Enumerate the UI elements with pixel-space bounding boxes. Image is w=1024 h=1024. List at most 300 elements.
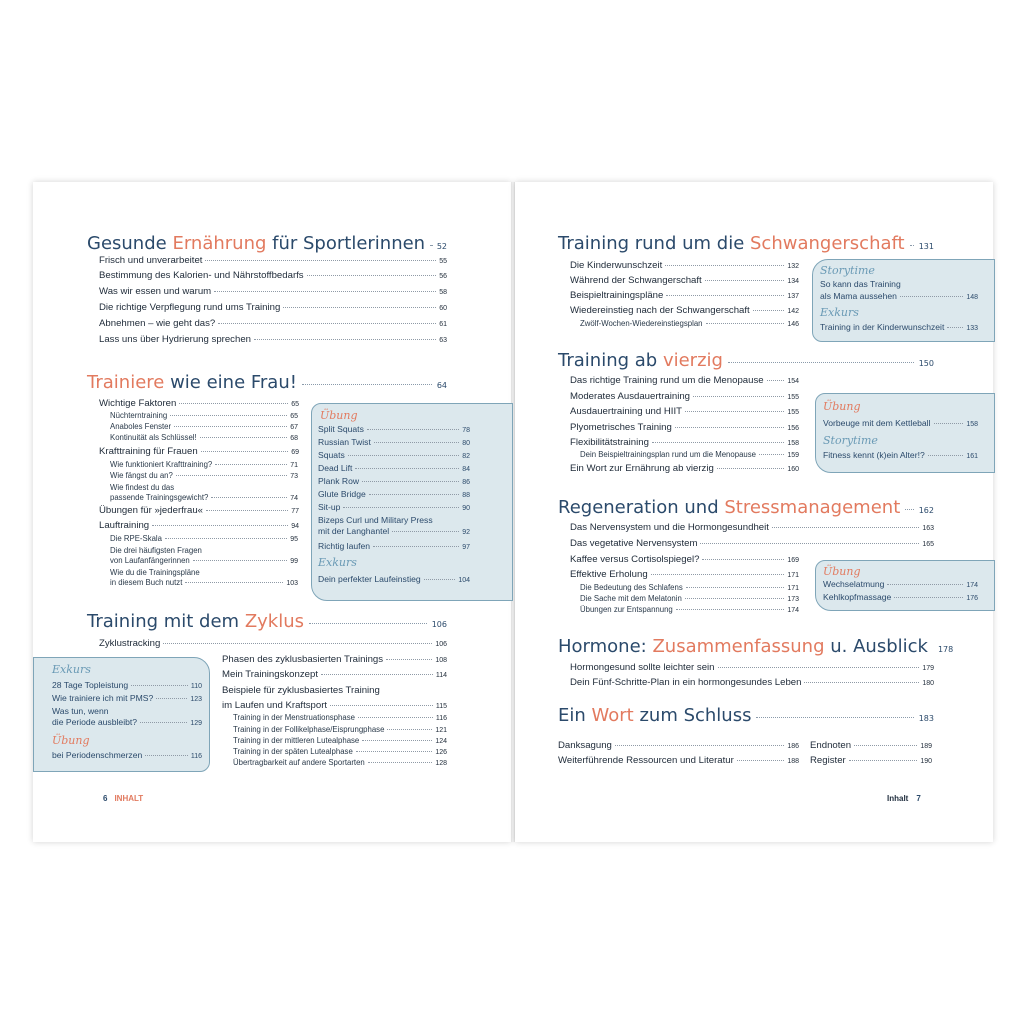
entry-title: Beispieltrainingspläne — [570, 290, 664, 301]
toc-entry[interactable] — [570, 662, 934, 673]
toc-entry[interactable] — [99, 302, 447, 313]
leader-dots — [947, 327, 963, 328]
box-entry[interactable] — [52, 750, 202, 760]
leader-dots — [424, 579, 456, 580]
box-entry[interactable] — [820, 322, 978, 332]
entry-title: Training in der Menstruationsphase — [233, 713, 355, 722]
heading-part: Training ab — [558, 350, 663, 371]
entry-title: Die richtige Verpflegung rund ums Training — [99, 302, 281, 313]
heading-part: Regeneration und — [558, 497, 725, 518]
entry-title: Training in der Kinderwunschzeit — [820, 322, 945, 332]
entry-title: die Periode ausbleibt? — [52, 717, 138, 727]
entry-title: Ausdauertraining und HIIT — [570, 406, 682, 417]
page-number: 178 — [937, 645, 954, 654]
page-number: 188 — [787, 758, 799, 765]
toc-entry[interactable] — [570, 677, 934, 688]
entry-title: passende Trainingsgewicht? — [110, 493, 209, 502]
heading-part: Training mit dem — [87, 611, 245, 632]
toc-entry[interactable] — [110, 460, 298, 469]
page-number: 115 — [435, 703, 447, 710]
page-number: 58 — [439, 289, 447, 296]
toc-entry[interactable] — [110, 578, 298, 587]
toc-entry[interactable] — [222, 654, 447, 665]
entry-title: Weiterführende Ressourcen und Literatur — [558, 755, 734, 766]
toc-entry[interactable] — [99, 446, 299, 457]
entry-title: Dein Fünf-Schritte-Plan in ein hormongesundes Leben — [570, 677, 802, 688]
entry-title: Beispiele für zyklusbasiertes Training — [222, 685, 380, 696]
box-entry[interactable] — [823, 450, 978, 460]
page-number: 92 — [462, 529, 470, 536]
page-number: 189 — [920, 743, 932, 750]
toc-entry[interactable] — [99, 286, 447, 297]
leader-dots — [254, 339, 436, 340]
box-entry[interactable] — [318, 526, 470, 536]
entry-title: So kann das Training — [820, 279, 901, 289]
entry-title: Was tun, wenn — [52, 706, 109, 716]
leader-dots — [369, 494, 459, 495]
entry-title: Wie trainiere ich mit PMS? — [52, 693, 154, 703]
toc-entry[interactable] — [580, 319, 799, 328]
page-footer — [887, 794, 921, 803]
toc-entry[interactable] — [99, 255, 447, 266]
entry-title: Kontinuität als Schlüssel! — [110, 433, 197, 442]
heading-part: u. Ausblick — [824, 636, 928, 657]
sidebar-box — [311, 403, 513, 601]
box-entry[interactable] — [823, 418, 978, 428]
leader-dots — [717, 468, 785, 469]
page-number: 56 — [439, 273, 447, 280]
entry-title: Die Bedeutung des Schlafens — [580, 583, 683, 592]
entry-title: Training in der mittleren Lutealphase — [233, 736, 360, 745]
entry-title: Wechselatmung — [823, 579, 885, 589]
toc-entry[interactable] — [222, 669, 447, 680]
entry-title: Endnoten — [810, 740, 852, 751]
toc-entry[interactable] — [810, 755, 932, 766]
page-number: 132 — [787, 263, 799, 270]
page-number: 65 — [290, 413, 298, 420]
entry-title: Lauftraining — [99, 520, 150, 531]
page-number: 82 — [462, 453, 470, 460]
section-heading[interactable] — [558, 350, 934, 371]
heading-part: Zyklus — [244, 611, 305, 632]
page-number: 7 — [916, 794, 921, 803]
entry-title: 28 Tage Topleistung — [52, 680, 129, 690]
box-entry[interactable] — [823, 592, 978, 602]
toc-entry[interactable] — [570, 290, 799, 301]
box-entry[interactable] — [318, 450, 470, 460]
leader-dots — [702, 559, 784, 560]
page-number: 128 — [435, 760, 447, 767]
leader-dots — [193, 560, 287, 561]
page-number: 190 — [920, 758, 932, 765]
toc-entry[interactable] — [233, 747, 447, 756]
page-number: 63 — [439, 337, 447, 344]
page-number: 163 — [922, 525, 934, 532]
section-heading[interactable] — [558, 636, 954, 657]
page-number: 95 — [290, 536, 298, 543]
leader-dots — [900, 296, 963, 297]
page-number: 71 — [290, 462, 298, 469]
page-number: 97 — [462, 544, 470, 551]
heading-part: Schwangerschaft — [750, 233, 905, 254]
entry-title: Frisch und unverarbeitet — [99, 255, 203, 266]
toc-entry[interactable] — [570, 406, 799, 417]
page-number: 88 — [462, 492, 470, 499]
entry-title: Training in der Follikelphase/Eisprungphase — [233, 725, 385, 734]
page-number: 126 — [435, 749, 447, 756]
toc-entry[interactable] — [222, 700, 447, 711]
toc-entry[interactable] — [110, 568, 298, 577]
entry-title: Die Kinderwunschzeit — [570, 260, 663, 271]
leader-dots — [685, 598, 784, 599]
leader-dots — [343, 507, 459, 508]
section-heading[interactable] — [87, 233, 447, 254]
box-label: Exkurs — [318, 556, 357, 569]
entry-title: Während der Schwangerschaft — [570, 275, 702, 286]
box-entry[interactable] — [52, 693, 202, 703]
box-entry[interactable] — [318, 424, 470, 434]
box-entry[interactable] — [52, 706, 202, 716]
page-number: 174 — [787, 607, 799, 614]
leader-dots — [693, 396, 784, 397]
toc-entry[interactable] — [570, 437, 799, 448]
leader-dots — [651, 574, 785, 575]
entry-title: im Laufen und Kraftsport — [222, 700, 328, 711]
page-number: 65 — [291, 401, 299, 408]
toc-entry[interactable] — [580, 605, 799, 614]
page-number: 173 — [787, 596, 799, 603]
page-number: 74 — [290, 495, 298, 502]
box-entry[interactable] — [823, 579, 978, 589]
toc-entry[interactable] — [580, 594, 799, 603]
box-entry[interactable] — [318, 463, 470, 473]
page-number: 86 — [462, 479, 470, 486]
page-number: 174 — [966, 582, 978, 589]
page-number: 55 — [439, 258, 447, 265]
toc-entry[interactable] — [99, 638, 447, 649]
page-number: 133 — [966, 325, 978, 332]
toc-entry[interactable] — [110, 471, 298, 480]
page-number: 156 — [787, 425, 799, 432]
page-number: 90 — [462, 505, 470, 512]
leader-dots — [362, 740, 432, 741]
section-heading[interactable] — [87, 372, 447, 393]
toc-entry[interactable] — [222, 685, 447, 696]
toc-entry[interactable] — [570, 375, 799, 386]
toc-entry[interactable] — [99, 334, 447, 345]
section-heading[interactable] — [558, 233, 934, 254]
toc-entry[interactable] — [99, 318, 447, 329]
box-entry[interactable] — [318, 489, 470, 499]
page-number: 52 — [436, 242, 447, 251]
entry-title: Zyklustracking — [99, 638, 161, 649]
leader-dots — [854, 745, 917, 746]
leader-dots — [772, 527, 919, 528]
heading-part: Training rund um die — [558, 233, 750, 254]
entry-title: Die Sache mit dem Melatonin — [580, 594, 682, 603]
leader-dots — [283, 307, 436, 308]
page-number: 155 — [787, 409, 799, 416]
toc-entry[interactable] — [570, 569, 799, 580]
box-entry[interactable] — [820, 279, 978, 289]
box-entry[interactable] — [318, 437, 470, 447]
entry-title: Abnehmen – wie geht das? — [99, 318, 216, 329]
heading-part: Ernährung — [172, 233, 267, 254]
page-number: 176 — [966, 595, 978, 602]
leader-dots — [362, 481, 459, 482]
entry-title: Mein Trainingskonzept — [222, 669, 318, 680]
toc-entry[interactable] — [99, 398, 299, 409]
leader-dots — [705, 280, 785, 281]
page-number: 148 — [966, 294, 978, 301]
entry-title: Übungen zur Entspannung — [580, 605, 673, 614]
leader-dots — [302, 384, 432, 385]
entry-title: Fitness kennt (k)ein Alter!? — [823, 450, 925, 460]
leader-dots — [676, 609, 785, 610]
leader-dots — [928, 455, 964, 456]
page-number: 160 — [787, 466, 799, 473]
toc-entry[interactable] — [233, 758, 447, 767]
box-label: Übung — [823, 565, 861, 578]
box-label: Exkurs — [820, 306, 859, 319]
toc-entry[interactable] — [110, 493, 298, 502]
leader-dots — [307, 275, 437, 276]
entry-title: Flexibilitätstraining — [570, 437, 649, 448]
page-number: 108 — [435, 657, 447, 664]
entry-title: Plank Row — [318, 476, 360, 486]
entry-title: Das richtige Training rund um die Menopause — [570, 375, 764, 386]
page-number: 180 — [922, 680, 934, 687]
leader-dots — [214, 291, 436, 292]
entry-title: Wichtige Faktoren — [99, 398, 177, 409]
leader-dots — [205, 260, 436, 261]
entry-title: Kaffee versus Cortisolspiegel? — [570, 554, 700, 565]
page-number: 67 — [290, 424, 298, 431]
entry-title: Was wir essen und warum — [99, 286, 212, 297]
entry-title: Phasen des zyklusbasierten Trainings — [222, 654, 384, 665]
sidebar-box — [812, 259, 995, 342]
entry-title: Moderates Ausdauertraining — [570, 391, 690, 402]
leader-dots — [215, 464, 287, 465]
entry-title: Übungen für »jederfrau« — [99, 505, 204, 516]
leader-dots — [894, 597, 963, 598]
box-entry[interactable] — [318, 574, 470, 584]
leader-dots — [211, 497, 287, 498]
toc-entry[interactable] — [580, 583, 799, 592]
entry-title: Richtig laufen — [318, 541, 371, 551]
page-number: 114 — [435, 672, 447, 679]
leader-dots — [934, 423, 964, 424]
page-number: 169 — [787, 557, 799, 564]
toc-entry[interactable] — [570, 554, 799, 565]
leader-dots — [156, 698, 187, 699]
entry-title: Nüchterntraining — [110, 411, 168, 420]
toc-entry[interactable] — [570, 275, 799, 286]
page-number: 6 — [103, 794, 108, 803]
page-number: 129 — [190, 720, 202, 727]
leader-dots — [145, 755, 188, 756]
toc-entry[interactable] — [233, 736, 447, 745]
leader-dots — [179, 403, 288, 404]
entry-title: Kehlkopfmassage — [823, 592, 892, 602]
leader-dots — [392, 531, 459, 532]
toc-entry[interactable] — [580, 450, 799, 459]
toc-entry[interactable] — [99, 520, 299, 531]
toc-entry[interactable] — [570, 305, 799, 316]
leader-dots — [759, 454, 784, 455]
page-number: 142 — [787, 308, 799, 315]
toc-entry[interactable] — [570, 260, 799, 271]
entry-title: Training in der späten Lutealphase — [233, 747, 353, 756]
entry-title: Russian Twist — [318, 437, 371, 447]
toc-entry[interactable] — [110, 411, 298, 420]
page-number: 61 — [439, 321, 447, 328]
box-entry[interactable] — [820, 291, 978, 301]
toc-entry[interactable] — [99, 270, 447, 281]
leader-dots — [675, 427, 784, 428]
leader-dots — [756, 717, 913, 718]
toc-entry[interactable] — [570, 522, 934, 533]
heading-part: Wort — [591, 705, 634, 726]
footer-label: INHALT — [114, 794, 144, 803]
leader-dots — [737, 760, 785, 761]
entry-title: in diesem Buch nutzt — [110, 578, 183, 587]
page-number: 161 — [966, 453, 978, 460]
page-number: 154 — [787, 378, 799, 385]
box-entry[interactable] — [318, 515, 470, 525]
box-label: Übung — [320, 409, 358, 422]
leader-dots — [163, 643, 432, 644]
page-number: 158 — [966, 421, 978, 428]
page-number: 99 — [290, 558, 298, 565]
entry-title: Wie findest du das — [110, 483, 175, 492]
box-label: Übung — [823, 400, 861, 413]
toc-entry[interactable] — [570, 463, 799, 474]
box-entry[interactable] — [52, 717, 202, 727]
entry-title: Wiedereinstieg nach der Schwangerschaft — [570, 305, 750, 316]
entry-title: von Laufanfängerinnen — [110, 556, 190, 565]
heading-part: Hormone: — [558, 636, 653, 657]
box-label: Storytime — [820, 264, 875, 277]
page-number: 77 — [291, 508, 299, 515]
page-number: 106 — [431, 620, 447, 629]
leader-dots — [170, 415, 287, 416]
footer-label: Inhalt — [887, 794, 909, 803]
leader-dots — [652, 442, 784, 443]
entry-title: Wie fängst du an? — [110, 471, 173, 480]
box-entry[interactable] — [318, 476, 470, 486]
leader-dots — [201, 451, 289, 452]
page-number: 183 — [918, 714, 934, 723]
toc-entry[interactable] — [810, 740, 932, 751]
page-footer — [103, 794, 143, 803]
page-number: 159 — [787, 452, 799, 459]
page-number: 171 — [787, 585, 799, 592]
leader-dots — [321, 674, 433, 675]
entry-title: mit der Langhantel — [318, 526, 390, 536]
leader-dots — [615, 745, 784, 746]
page-number: 165 — [922, 541, 934, 548]
toc-entry[interactable] — [558, 740, 799, 751]
page-number: 103 — [286, 580, 298, 587]
leader-dots — [176, 475, 287, 476]
page-number: 116 — [190, 753, 202, 760]
box-entry[interactable] — [52, 680, 202, 690]
leader-dots — [753, 310, 785, 311]
page-number: 123 — [190, 696, 202, 703]
toc-entry[interactable] — [99, 505, 299, 516]
leader-dots — [185, 582, 283, 583]
page-number: 137 — [787, 293, 799, 300]
leader-dots — [728, 362, 914, 363]
leader-dots — [849, 760, 918, 761]
page-number: 68 — [290, 435, 298, 442]
page-number: 158 — [787, 440, 799, 447]
leader-dots — [804, 682, 919, 683]
page-number: 124 — [435, 738, 447, 745]
toc-entry[interactable] — [110, 483, 298, 492]
page-number: 131 — [918, 242, 934, 251]
entry-title: Zwölf-Wochen-Wiedereinstiegsplan — [580, 319, 703, 328]
page-number: 73 — [290, 473, 298, 480]
toc-entry[interactable] — [233, 713, 447, 722]
entry-title: Das vegetative Nervensystem — [570, 538, 698, 549]
leader-dots — [665, 265, 784, 266]
box-entry[interactable] — [318, 502, 470, 512]
entry-title: Ein Wort zur Ernährung ab vierzig — [570, 463, 714, 474]
toc-entry[interactable] — [570, 391, 799, 402]
toc-entry[interactable] — [233, 725, 447, 734]
entry-title: Bizeps Curl und Military Press — [318, 515, 433, 525]
leader-dots — [374, 442, 459, 443]
entry-title: Lass uns über Hydrierung sprechen — [99, 334, 251, 345]
entry-title: Split Squats — [318, 424, 364, 434]
toc-entry[interactable] — [110, 534, 298, 543]
toc-entry[interactable] — [110, 546, 298, 555]
page-number: 104 — [458, 577, 470, 584]
sidebar-box — [33, 657, 210, 772]
heading-part: wie eine Frau! — [164, 372, 297, 393]
toc-entry[interactable] — [558, 755, 799, 766]
box-label: Übung — [52, 734, 90, 747]
page-number: 64 — [436, 381, 447, 390]
section-heading[interactable] — [87, 611, 447, 632]
toc-entry[interactable] — [110, 433, 298, 442]
leader-dots — [367, 429, 459, 430]
section-heading[interactable] — [558, 497, 934, 518]
box-entry[interactable] — [318, 541, 470, 551]
entry-title: bei Periodenschmerzen — [52, 750, 143, 760]
toc-entry[interactable] — [570, 422, 799, 433]
leader-dots — [887, 584, 963, 585]
page-number: 84 — [462, 466, 470, 473]
leader-dots — [218, 323, 436, 324]
entry-title: Dead Lift — [318, 463, 353, 473]
leader-dots — [387, 729, 432, 730]
toc-entry[interactable] — [110, 556, 298, 565]
page-number: 186 — [787, 743, 799, 750]
toc-entry[interactable] — [110, 422, 298, 431]
toc-entry[interactable] — [570, 538, 934, 549]
page-number: 116 — [435, 715, 447, 722]
entry-title: Das Nervensystem und die Hormongesundheit — [570, 522, 769, 533]
section-heading[interactable] — [558, 705, 934, 726]
entry-title: Squats — [318, 450, 345, 460]
entry-title: Wie du die Trainingspläne — [110, 568, 200, 577]
entry-title: Übertragbarkeit auf andere Sportarten — [233, 758, 365, 767]
page-number: 155 — [787, 394, 799, 401]
page-number: 150 — [918, 359, 934, 368]
